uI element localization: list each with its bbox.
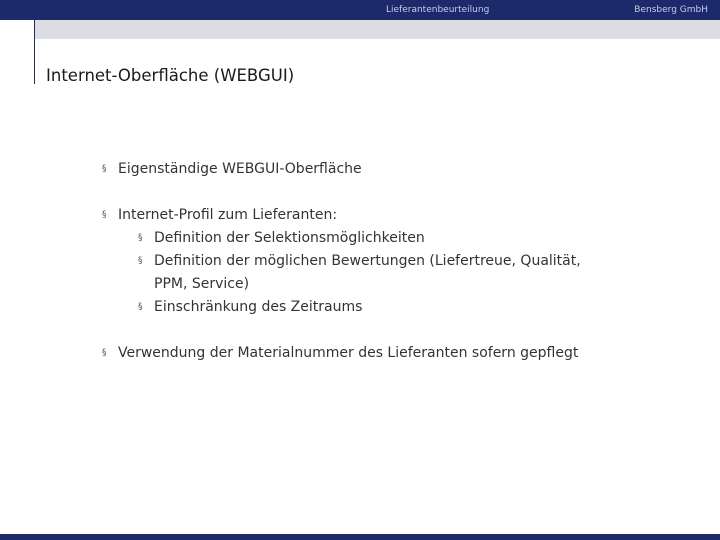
bullet-item: [102, 204, 662, 227]
bullet-icon: §: [138, 302, 143, 312]
company-name: Bensberg GmbH: [634, 5, 708, 15]
title-divider: [34, 20, 35, 84]
bullet-icon: §: [102, 348, 107, 358]
bullet-list: [102, 158, 662, 365]
header-bar: [0, 0, 720, 20]
bullet-icon: §: [138, 256, 143, 266]
sub-bullet-text: Einschränkung des Zeitraums: [154, 299, 363, 315]
footer-bar: [0, 534, 720, 540]
sub-bullet-text: Definition der möglichen Bewertungen (Liefertreue, Qualität, PPM, Service): [154, 253, 581, 292]
header-band: [35, 20, 720, 39]
bullet-icon: §: [102, 164, 107, 174]
bullet-text: Internet-Profil zum Lieferanten:: [118, 207, 338, 223]
bullet-text: Eigenständige WEBGUI-Oberfläche: [118, 161, 362, 177]
sub-bullet-item: [138, 296, 662, 319]
bullet-item: [102, 158, 662, 181]
bullet-icon: §: [138, 233, 143, 243]
bullet-item: [102, 342, 662, 365]
header-title: Lieferantenbeurteilung: [386, 5, 490, 15]
sub-bullet-item: [138, 227, 662, 250]
slide-title: Internet-Oberfläche (WEBGUI): [46, 66, 295, 85]
sub-bullet-text: Definition der Selektionsmöglichkeiten: [154, 230, 425, 246]
sub-bullet-item: [138, 250, 662, 296]
bullet-icon: §: [102, 210, 107, 220]
bullet-text: Verwendung der Materialnummer des Lieferanten sofern gepflegt: [118, 345, 579, 361]
